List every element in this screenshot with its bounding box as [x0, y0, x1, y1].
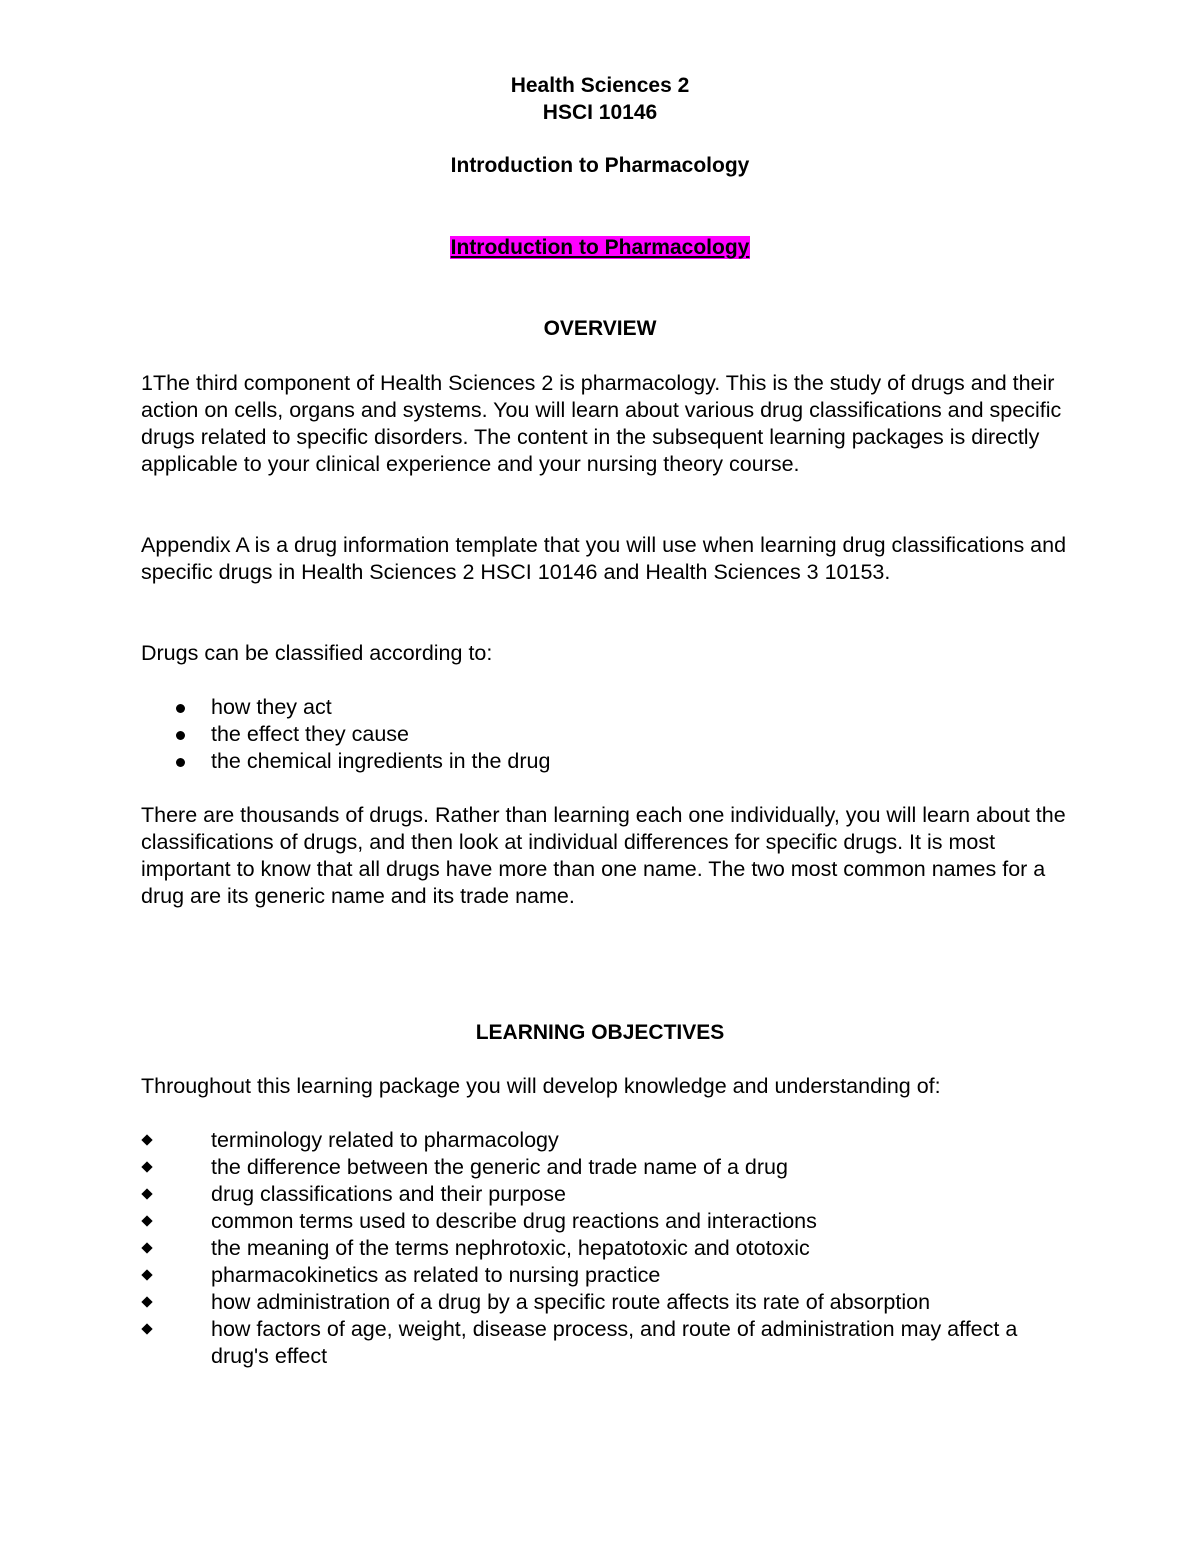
overview-heading: OVERVIEW	[543, 317, 657, 340]
bullet-dot-icon	[176, 758, 185, 767]
list-item-text: how administration of a drug by a specific route affects its rate of absorption	[211, 1290, 931, 1314]
highlighted-title-line	[0, 234, 1200, 261]
list-item-text: the chemical ingredients in the drug	[211, 749, 551, 773]
list-item	[141, 1127, 1071, 1154]
list-item	[141, 748, 1071, 775]
overview-paragraph-2: Appendix A is a drug information template that you will use when learning drug classifications and specific drugs in Health Sciences 2 HSCI 10146 and Health Sciences 3 10153.	[141, 533, 1067, 584]
list-item	[141, 1316, 1071, 1370]
list-item	[141, 1235, 1071, 1262]
list-item-text: the difference between the generic and trade name of a drug	[211, 1155, 788, 1179]
diamond-bullet-icon	[141, 1269, 152, 1280]
list-item-text: common terms used to describe drug reactions and interactions	[211, 1209, 817, 1233]
bullet-dot-icon	[176, 704, 185, 713]
diamond-bullet-icon	[141, 1296, 152, 1307]
diamond-bullet-icon	[141, 1134, 152, 1145]
course-name: Health Sciences 2	[510, 74, 690, 97]
list-item-text: the effect they cause	[211, 722, 410, 746]
list-item	[141, 1262, 1071, 1289]
overview-paragraph-1: 1The third component of Health Sciences 2 is pharmacology. This is the study of drugs and their action on cells, organs and systems. You will learn about various drug classifications and specific drugs related to specific disorders. The content in the subsequent learning packages is directly applicable to your clinical experience and your nursing theory course.	[141, 371, 1062, 476]
objectives-intro: Throughout this learning package you will develop knowledge and understanding of:	[141, 1074, 941, 1098]
diamond-bullet-icon	[141, 1323, 152, 1334]
list-item	[141, 1181, 1071, 1208]
diamond-bullet-icon	[141, 1215, 152, 1226]
module-title: Introduction to Pharmacology	[450, 154, 750, 177]
list-item-text: how factors of age, weight, disease process, and route of administration may affect a drug's effect	[211, 1317, 1018, 1368]
list-item-text: the meaning of the terms nephrotoxic, hepatotoxic and ototoxic	[211, 1236, 810, 1260]
highlighted-title: Introduction to Pharmacology	[450, 236, 750, 259]
classification-list	[141, 694, 1071, 775]
diamond-bullet-icon	[141, 1242, 152, 1253]
list-item	[141, 721, 1071, 748]
overview-paragraph-3: Drugs can be classified according to:	[141, 641, 493, 665]
diamond-bullet-icon	[141, 1188, 152, 1199]
list-item-text: pharmacokinetics as related to nursing practice	[211, 1263, 661, 1287]
list-item	[141, 1208, 1071, 1235]
diamond-bullet-icon	[141, 1161, 152, 1172]
list-item	[141, 1289, 1071, 1316]
overview-paragraph-4: There are thousands of drugs. Rather than learning each one individually, you will learn about the classifications of drugs, and then look at individual differences for specific drugs. It is most important to know that all drugs have more than one name. The two most common names for a drug are its generic name and its trade name.	[141, 803, 1066, 908]
list-item	[141, 1154, 1071, 1181]
bullet-dot-icon	[176, 731, 185, 740]
list-item-text: drug classifications and their purpose	[211, 1182, 566, 1206]
list-item	[141, 694, 1071, 721]
course-code: HSCI 10146	[542, 101, 658, 124]
list-item-text: how they act	[211, 695, 332, 719]
objectives-list	[141, 1127, 1071, 1370]
objectives-heading: LEARNING OBJECTIVES	[475, 1021, 725, 1044]
list-item-text: terminology related to pharmacology	[211, 1128, 559, 1152]
